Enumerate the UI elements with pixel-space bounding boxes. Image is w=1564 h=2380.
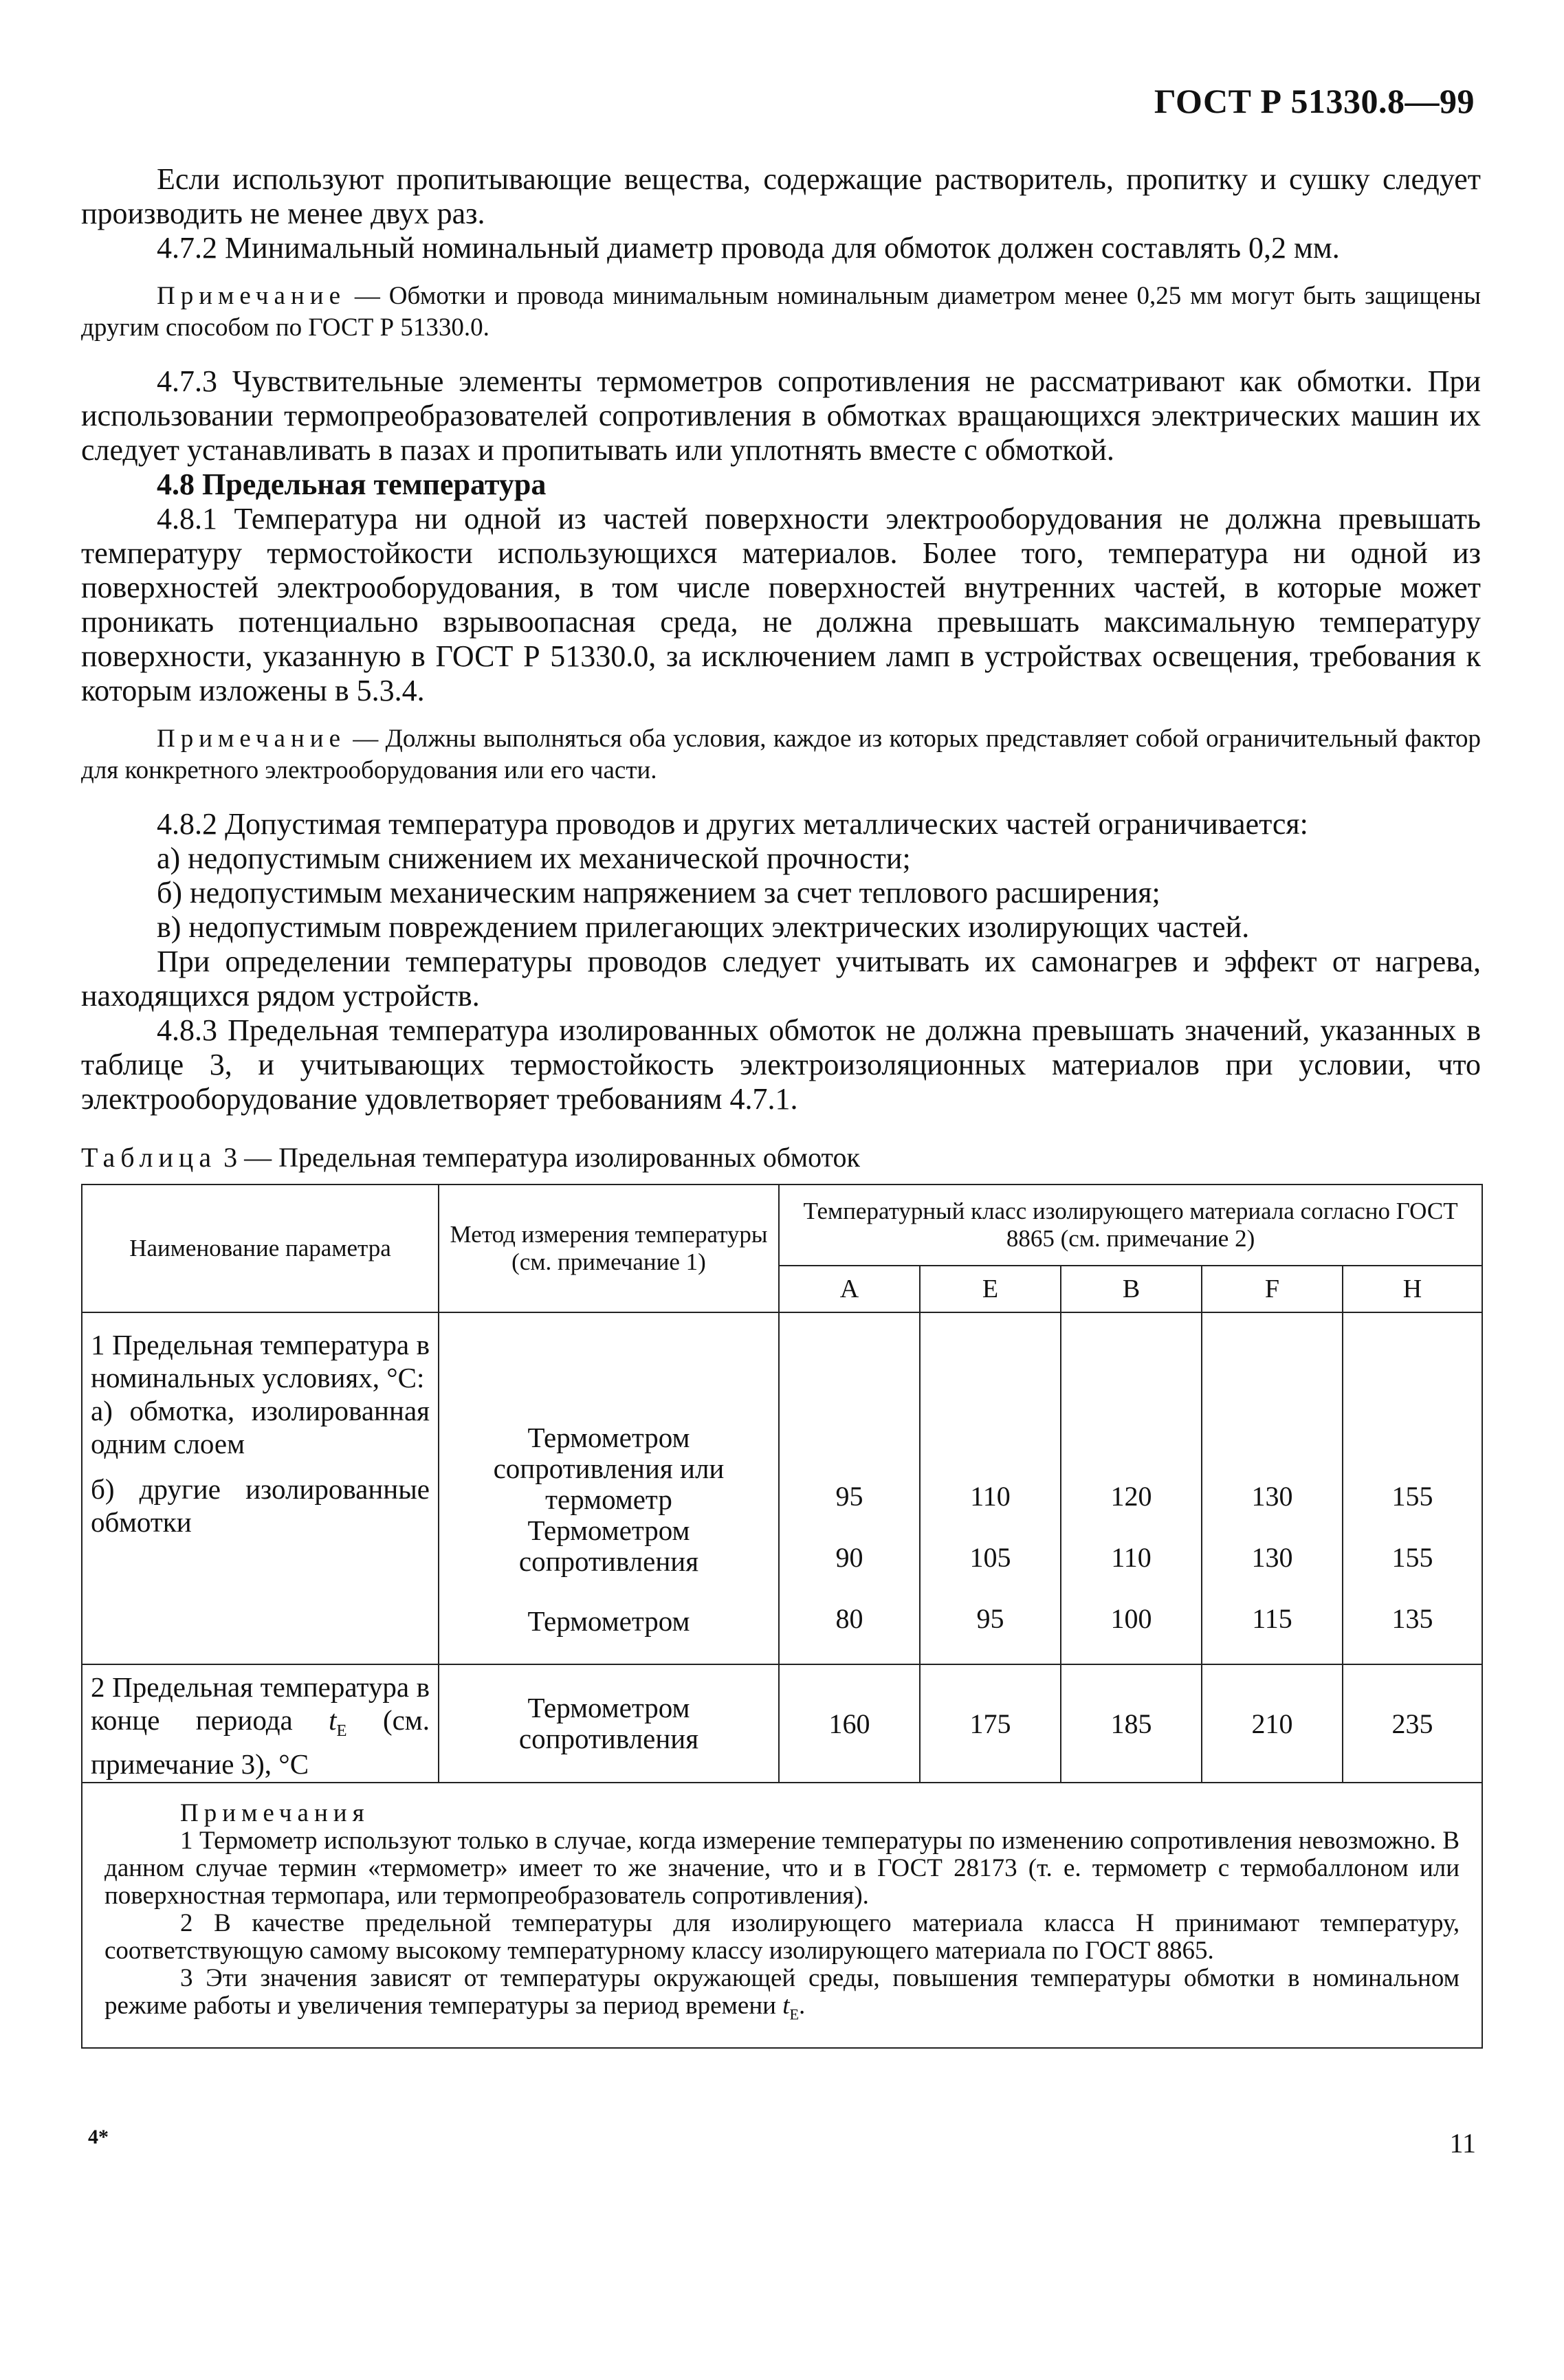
value-cell: 95 [976, 1602, 1004, 1634]
body-text [81, 162, 1481, 1116]
value-cell: 95 [835, 1480, 863, 1512]
header-param: Наименование параметра [82, 1185, 439, 1312]
paragraph: 4.8.1 Температура ни одной из частей поверхности электрооборудования не должна превышать температуру термостойкости использующихся материалов. Более того, температура ни одной из поверхностей электрооборудования, в том числе поверхностей внутренних частей, в которые может проникать потенциально взрывоопасная среда, не должна превышать максимальную температуру поверхности, указанную в ГОСТ Р 51330.0, за исключением ламп в устройствах освещения, требования к которым изложены в 5.3.4. [81, 502, 1481, 707]
note-item-text: 3 Эти значения зависят от температуры окружающей среды, повышения температуры обмотки в номинальном режиме работы и увеличения температуры за период времени [104, 1964, 1460, 2020]
row1-methods [439, 1312, 779, 1664]
row1-method-1: Термометром сопротивления или термометр [493, 1422, 725, 1515]
note [81, 723, 1481, 786]
row1-param [82, 1312, 439, 1664]
notes-label: Примечания [180, 1799, 370, 1827]
value-cell: 110 [970, 1480, 1011, 1512]
document-header: ГОСТ Р 51330.8—99 [1154, 82, 1475, 120]
row2-class-b: 185 [1061, 1664, 1202, 1783]
list-item: б) недопустимым механическим напряжением за счет теплового расширения; [157, 876, 1160, 910]
note-text: — Должны выполняться оба условия, каждое из которых представляет собой ограничительный фактор для конкретного электрооборудования или его части. [81, 725, 1481, 784]
paragraph: При определении температуры проводов следует учитывать их самонагрев и эффект от нагрева, находящихся рядом устройств. [81, 945, 1481, 1013]
row1-class-e [920, 1312, 1061, 1664]
header-class-f: F [1202, 1266, 1343, 1312]
section-heading: 4.8 Предельная температура [157, 467, 547, 501]
value-cell: 110 [1111, 1541, 1152, 1573]
note [81, 280, 1481, 344]
header-class-b: B [1061, 1266, 1202, 1312]
page-number: 11 [1449, 2128, 1476, 2159]
value-cell: 155 [1391, 1480, 1433, 1512]
value-cell: 120 [1110, 1480, 1152, 1512]
header-method: Метод измерения температуры (см. примечание 1) [439, 1185, 779, 1312]
footer-mark: 4* [88, 2126, 109, 2148]
row1-class-f [1202, 1312, 1343, 1664]
value-cell: 135 [1391, 1602, 1433, 1634]
row2-class-h: 235 [1343, 1664, 1482, 1783]
row2-param [82, 1664, 439, 1783]
value-cell: 105 [969, 1541, 1011, 1573]
value-cell: 100 [1110, 1602, 1152, 1634]
temperature-table [81, 1184, 1483, 2049]
header-class-group: Температурный класс изолирующего материала согласно ГОСТ 8865 (см. примечание 2) [779, 1185, 1482, 1266]
note-item: 1 Термометр используют только в случае, когда измерение температуры по изменению сопротивления невозможно. В данном случае термин «термометр» имеет то же значение, что и в ГОСТ 28173 (т. е. термометр с термобаллоном или поверхностная термопара, или термопреобразователь сопротивления). [104, 1827, 1460, 1910]
header-class-e: E [920, 1266, 1061, 1312]
paragraph: Если используют пропитывающие вещества, содержащие растворитель, пропитку и сушку следует производить не менее двух раз. [81, 162, 1481, 230]
note-text: — Обмотки и провода минимальным номинальным диаметром менее 0,25 мм могут быть защищены другим способом по ГОСТ Р 51330.0. [81, 282, 1481, 342]
row2-method: Термометром сопротивления [439, 1664, 779, 1783]
header-class-a: A [779, 1266, 920, 1312]
row2-param-tail: (см. примечание 3), °С [91, 1704, 430, 1781]
row2-class-f: 210 [1202, 1664, 1343, 1783]
table-notes [82, 1783, 1482, 2048]
row1-method-2: Термометром сопротивления [518, 1514, 699, 1577]
row2-param-text: 2 Предельная температура в конце периода [91, 1671, 430, 1736]
value-cell: 115 [1252, 1602, 1292, 1634]
note-item-end: . [799, 1992, 806, 2020]
table-caption-label: Таблица [81, 1142, 217, 1173]
note-label: Примечание [157, 725, 346, 753]
list-item: а) недопустимым снижением их механической прочности; [157, 841, 911, 875]
row2-class-a: 160 [779, 1664, 920, 1783]
value-cell: 80 [835, 1602, 863, 1634]
row2-param-sub: E [336, 1721, 347, 1741]
value-cell: 155 [1391, 1541, 1433, 1573]
table-caption-text: 3 — Предельная температура изолированных обмоток [217, 1142, 860, 1173]
paragraph: 4.7.2 Минимальный номинальный диаметр провода для обмоток должен составлять 0,2 мм. [157, 231, 1340, 265]
value-cell: 90 [835, 1541, 863, 1573]
table-row [82, 1312, 1482, 1664]
value-cell: 130 [1251, 1480, 1293, 1512]
note-label: Примечание [157, 282, 346, 310]
row1-class-a [779, 1312, 920, 1664]
table-header-row [82, 1185, 1482, 1266]
row1-class-h [1343, 1312, 1482, 1664]
table-row [82, 1664, 1482, 1783]
paragraph: 4.8.2 Допустимая температура проводов и других металлических частей ограничивается: [157, 807, 1308, 841]
paragraph: 4.8.3 Предельная температура изолированных обмоток не должна превышать значений, указанных в таблице 3, и учитывающих термостойкость электроизоляционных материалов при условии, что электрооборудование удовлетворяет требованиям 4.7.1. [81, 1013, 1481, 1116]
row2-class-e: 175 [920, 1664, 1061, 1783]
row1-method-3: Термометром [527, 1605, 690, 1637]
list-item: в) недопустимым повреждением прилегающих электрических изолирующих частей. [157, 910, 1250, 944]
note-item: 2 В качестве предельной температуры для изолирующего материала класса Н принимают температуру, соответствующую самому высокому температурному классу изолирующего материала по ГОСТ 8865. [104, 1909, 1460, 1965]
note-item [104, 1965, 1460, 2028]
value-cell: 130 [1251, 1541, 1293, 1573]
header-class-h: H [1343, 1266, 1482, 1312]
note-item-sub: E [789, 2005, 800, 2023]
table-notes-row [82, 1783, 1482, 2048]
paragraph: 4.7.3 Чувствительные элементы термометров сопротивления не рассматривают как обмотки. При использовании термопреобразователей сопротивления в обмотках вращающихся электрических машин их следует устанавливать в пазах и пропитывать или уплотнять вместе с обмоткой. [81, 364, 1481, 467]
note-item-var: t [782, 1992, 790, 2020]
row1-param-b: б) другие изолированные обмотки [91, 1473, 430, 1538]
row1-param-title: 1 Предельная температура в номинальных условиях, °С: [91, 1329, 430, 1393]
row2-param-var: t [329, 1704, 337, 1736]
table-caption [81, 1141, 860, 1174]
row1-class-b [1061, 1312, 1202, 1664]
row1-param-a: а) обмотка, изолированная одним слоем [91, 1395, 430, 1459]
